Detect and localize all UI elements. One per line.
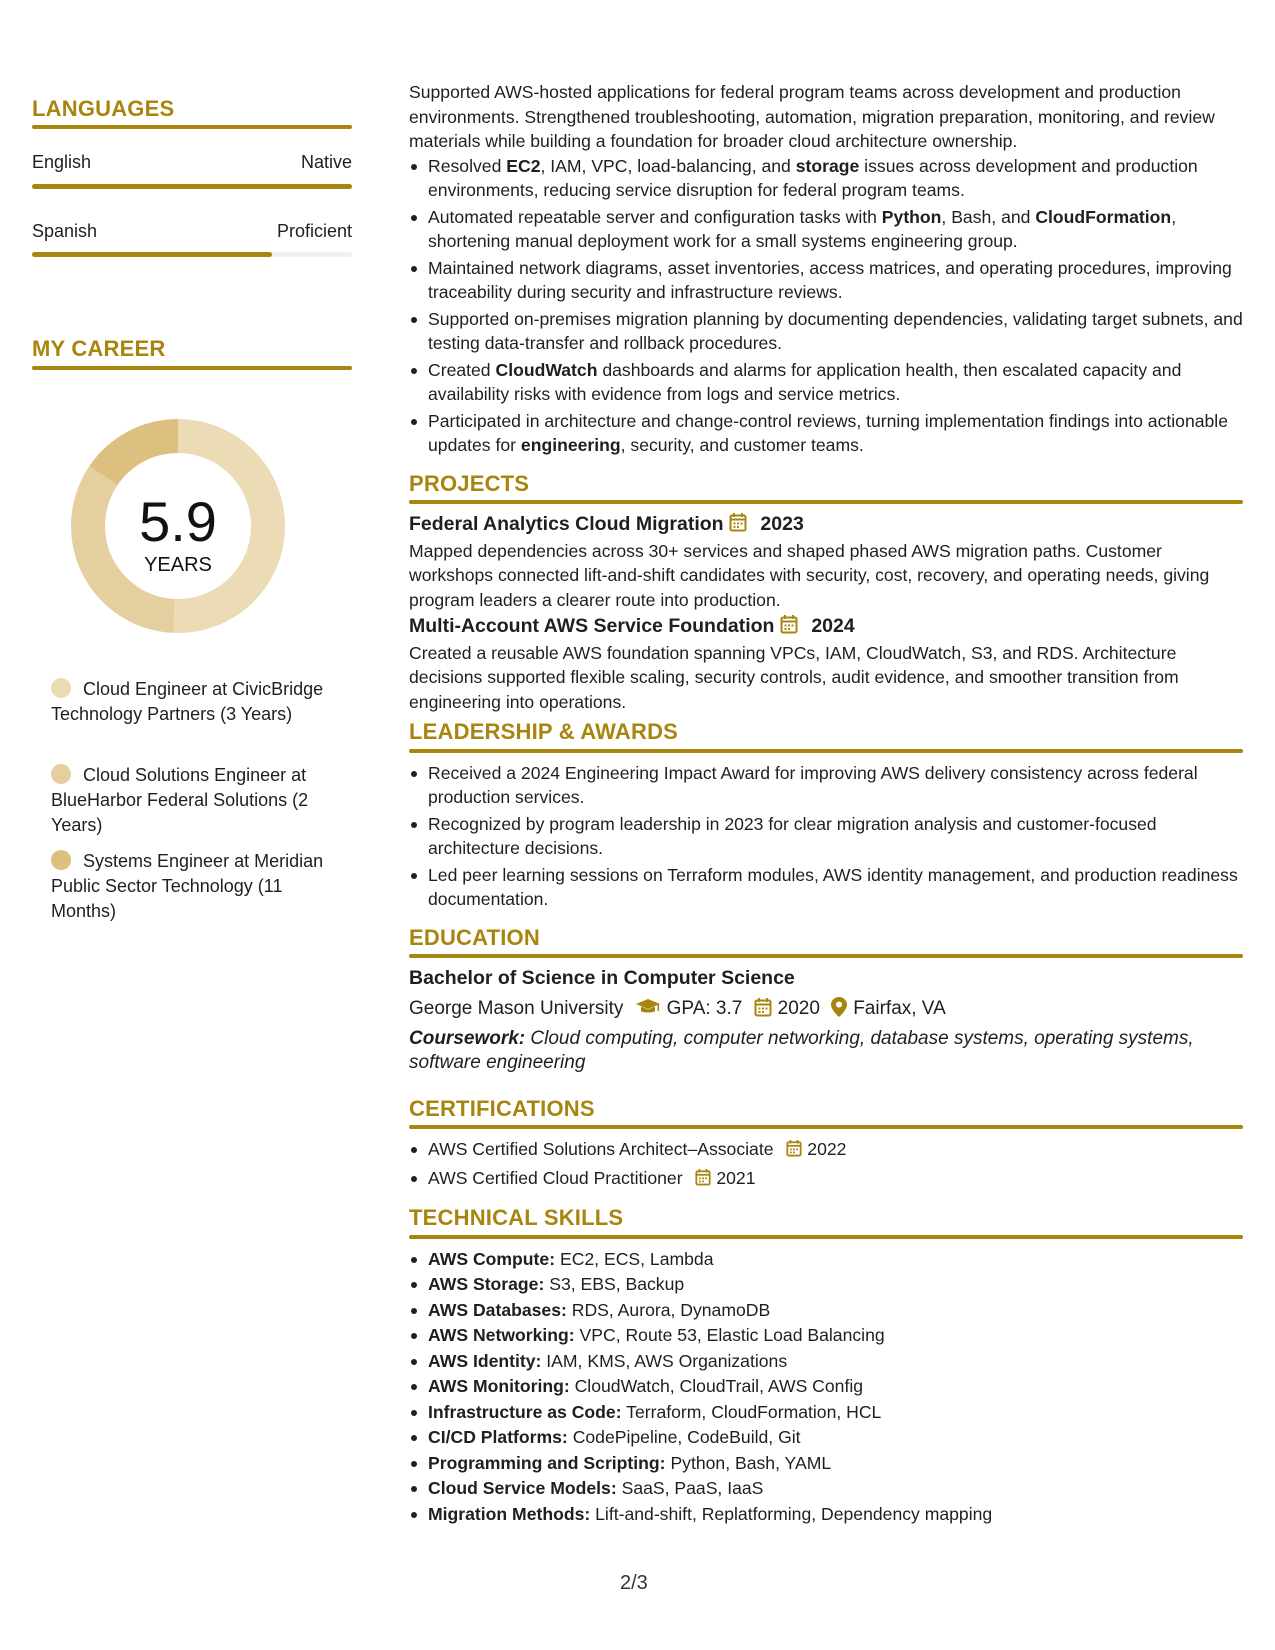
experience-bullet: Created CloudWatch dashboards and alarms for application health, then escalated capacity and availability risks with evidence from logs and service metrics. — [409, 358, 1243, 407]
leadership-item: Recognized by program leadership in 2023 for clear migration analysis and customer-focused architecture decisions. — [409, 812, 1243, 861]
experience-bullet: Maintained network diagrams, asset inventories, access matrices, and operating procedures, improving traceability during security and infrastructure reviews. — [409, 256, 1243, 305]
career-legend-item — [51, 763, 341, 838]
certifications-heading: CERTIFICATIONS — [409, 1095, 595, 1121]
skill-value: Python, Bash, YAML — [670, 1452, 832, 1473]
coursework-label: Coursework: — [409, 1027, 526, 1049]
skill-label: AWS Networking: — [428, 1325, 575, 1345]
skill-item — [409, 1323, 1243, 1348]
career-donut-chart — [65, 413, 291, 639]
skills-section-header — [409, 1206, 1243, 1239]
certification-item — [409, 1137, 1243, 1164]
skill-item — [409, 1425, 1243, 1450]
legend-swatch — [51, 678, 71, 698]
legend-swatch — [51, 764, 71, 784]
career-heading: MY CAREER — [32, 336, 166, 361]
experience-summary: Supported AWS-hosted applications for federal program teams across development and production environments. Strengthened troubleshooting, automation, migration preparation, monitoring, and review materials while building a foundation for broader cloud architecture ownership. — [409, 82, 1215, 151]
skill-value: Terraform, CloudFormation, HCL — [626, 1401, 882, 1422]
education-heading: EDUCATION — [409, 924, 540, 950]
language-proficiency-fill — [32, 184, 352, 189]
skill-label: AWS Storage: — [428, 1274, 545, 1294]
education-divider — [409, 954, 1243, 958]
skill-item — [409, 1451, 1243, 1476]
skill-item — [409, 1374, 1243, 1399]
career-total-years: 5.9 — [139, 490, 217, 553]
leadership-divider — [409, 749, 1243, 753]
language-name: Spanish — [32, 221, 98, 241]
career-legend-label: Systems Engineer at Meridian Public Sector Technology (11 Months) — [51, 851, 324, 921]
skills-list — [409, 1247, 1243, 1527]
certification-item — [409, 1166, 1243, 1193]
education-location: Fairfax, VA — [853, 997, 946, 1019]
skill-item — [409, 1502, 1243, 1527]
languages-heading: LANGUAGES — [32, 96, 175, 121]
skill-item — [409, 1400, 1243, 1425]
career-legend-item — [51, 677, 341, 727]
skill-label: AWS Identity: — [428, 1350, 542, 1371]
project-name: Multi-Account AWS Service Foundation — [409, 615, 775, 637]
page-number: 2/3 — [620, 1572, 648, 1594]
skill-item — [409, 1349, 1243, 1374]
project-description: Mapped dependencies across 30+ services and shaped phased AWS migration paths. Customer workshops connected lift-and-shift candidates with security, cost, recovery, and operating needs, giving program leaders a clearer route into production. — [409, 540, 1210, 610]
skill-item — [409, 1272, 1243, 1297]
skill-label: Cloud Service Models: — [428, 1478, 617, 1498]
language-row-spanish — [32, 221, 352, 242]
leadership-section-header — [409, 720, 1243, 753]
certifications-section-header — [409, 1097, 1243, 1130]
project-year: 2024 — [811, 615, 855, 637]
map-pin-icon — [831, 998, 847, 1019]
language-row-english — [32, 152, 352, 173]
main-content — [409, 80, 1243, 1527]
certification-name: AWS Certified Solutions Architect–Associate — [428, 1139, 774, 1159]
certification-name: AWS Certified Cloud Practitioner — [428, 1167, 683, 1188]
calendar-icon — [729, 512, 747, 539]
skill-value: Lift-and-shift, Replatforming, Dependency mapping — [595, 1503, 993, 1524]
projects-section-header — [409, 472, 1243, 505]
career-legend-label: Cloud Engineer at CivicBridge Technology Partners (3 Years) — [51, 679, 324, 724]
skill-item — [409, 1247, 1243, 1272]
certification-year: 2022 — [807, 1139, 847, 1159]
experience-bullet: Supported on-premises migration planning by documenting dependencies, validating target subnets, and testing data-transfer and rollback procedures. — [409, 307, 1243, 356]
career-legend-item — [51, 849, 341, 924]
skill-label: AWS Compute: — [428, 1248, 556, 1269]
project-title — [409, 512, 1243, 539]
education-coursework — [409, 1027, 1243, 1075]
education-school: George Mason University — [409, 997, 624, 1019]
education-degree: Bachelor of Science in Computer Science — [409, 967, 795, 989]
skill-label: CI/CD Platforms: — [428, 1427, 568, 1447]
skill-label: AWS Monitoring: — [428, 1376, 570, 1396]
project-description: Created a reusable AWS foundation spanning VPCs, IAM, CloudWatch, S3, and RDS. Architecture decisions supported flexible scaling, security controls, audit evidence, and smoother transition from engineering into operations. — [409, 642, 1179, 712]
skill-value: CodePipeline, CodeBuild, Git — [572, 1427, 801, 1447]
skill-label: Programming and Scripting: — [428, 1452, 666, 1473]
language-proficiency-bar — [32, 252, 352, 257]
language-proficiency-bar — [32, 184, 352, 189]
leadership-heading: LEADERSHIP & AWARDS — [409, 719, 679, 744]
skill-item — [409, 1476, 1243, 1501]
career-legend-label: Cloud Solutions Engineer at BlueHarbor Federal Solutions (2 Years) — [51, 765, 309, 835]
project-title — [409, 614, 1243, 641]
calendar-icon — [695, 1168, 711, 1193]
skills-heading: TECHNICAL SKILLS — [409, 1205, 624, 1230]
education-year: 2020 — [777, 997, 820, 1019]
leadership-list — [409, 761, 1243, 912]
leadership-item: Received a 2024 Engineering Impact Award for improving AWS delivery consistency across federal production services. — [409, 761, 1243, 810]
certifications-divider — [409, 1125, 1243, 1129]
skill-value: RDS, Aurora, DynamoDB — [571, 1299, 771, 1320]
coursework-text: Cloud computing, computer networking, database systems, operating systems, software engineering — [409, 1027, 1194, 1073]
experience-bullet: Participated in architecture and change-control reviews, turning implementation findings into actionable updates for engineering, security, and customer teams. — [409, 409, 1243, 458]
language-proficiency-fill — [32, 252, 272, 257]
experience-bullets — [409, 154, 1243, 458]
skill-label: Infrastructure as Code: — [428, 1401, 622, 1422]
experience-bullet: Automated repeatable server and configuration tasks with Python, Bash, and CloudFormation, shortening manual deployment work for a small systems engineering group. — [409, 205, 1243, 254]
education-section-header — [409, 926, 1243, 959]
skill-value: EC2, ECS, Lambda — [559, 1248, 714, 1269]
certifications-list — [409, 1137, 1243, 1192]
skill-value: VPC, Route 53, Elastic Load Balancing — [579, 1325, 885, 1345]
career-divider — [32, 366, 352, 370]
skill-label: AWS Databases: — [428, 1299, 567, 1320]
skill-label: Migration Methods: — [428, 1503, 591, 1524]
language-name: English — [32, 152, 92, 172]
skill-value: S3, EBS, Backup — [549, 1274, 685, 1294]
skill-value: CloudWatch, CloudTrail, AWS Config — [574, 1376, 864, 1396]
projects-divider — [409, 500, 1243, 504]
graduation-cap-icon — [635, 998, 661, 1019]
skills-divider — [409, 1235, 1243, 1239]
projects-heading: PROJECTS — [409, 470, 530, 496]
skill-value: IAM, KMS, AWS Organizations — [546, 1350, 788, 1371]
languages-divider — [32, 125, 352, 129]
project-year: 2023 — [760, 513, 804, 535]
education-meta — [409, 995, 1243, 1023]
project-name: Federal Analytics Cloud Migration — [409, 513, 724, 535]
legend-swatch — [51, 850, 71, 870]
career-total-unit: YEARS — [144, 554, 212, 576]
calendar-icon — [786, 1139, 802, 1164]
skill-value: SaaS, PaaS, IaaS — [621, 1478, 764, 1498]
calendar-icon — [754, 998, 772, 1019]
language-level: Native — [300, 152, 352, 172]
calendar-icon — [780, 614, 798, 641]
education-gpa: GPA: 3.7 — [666, 997, 743, 1019]
leadership-item: Led peer learning sessions on Terraform modules, AWS identity management, and production readiness documentation. — [409, 863, 1243, 912]
language-level: Proficient — [276, 221, 352, 241]
certification-year: 2021 — [716, 1167, 756, 1188]
skill-item — [409, 1298, 1243, 1323]
experience-bullet: Resolved EC2, IAM, VPC, load-balancing, and storage issues across development and production environments, reducing service disruption for federal program teams. — [409, 154, 1243, 203]
